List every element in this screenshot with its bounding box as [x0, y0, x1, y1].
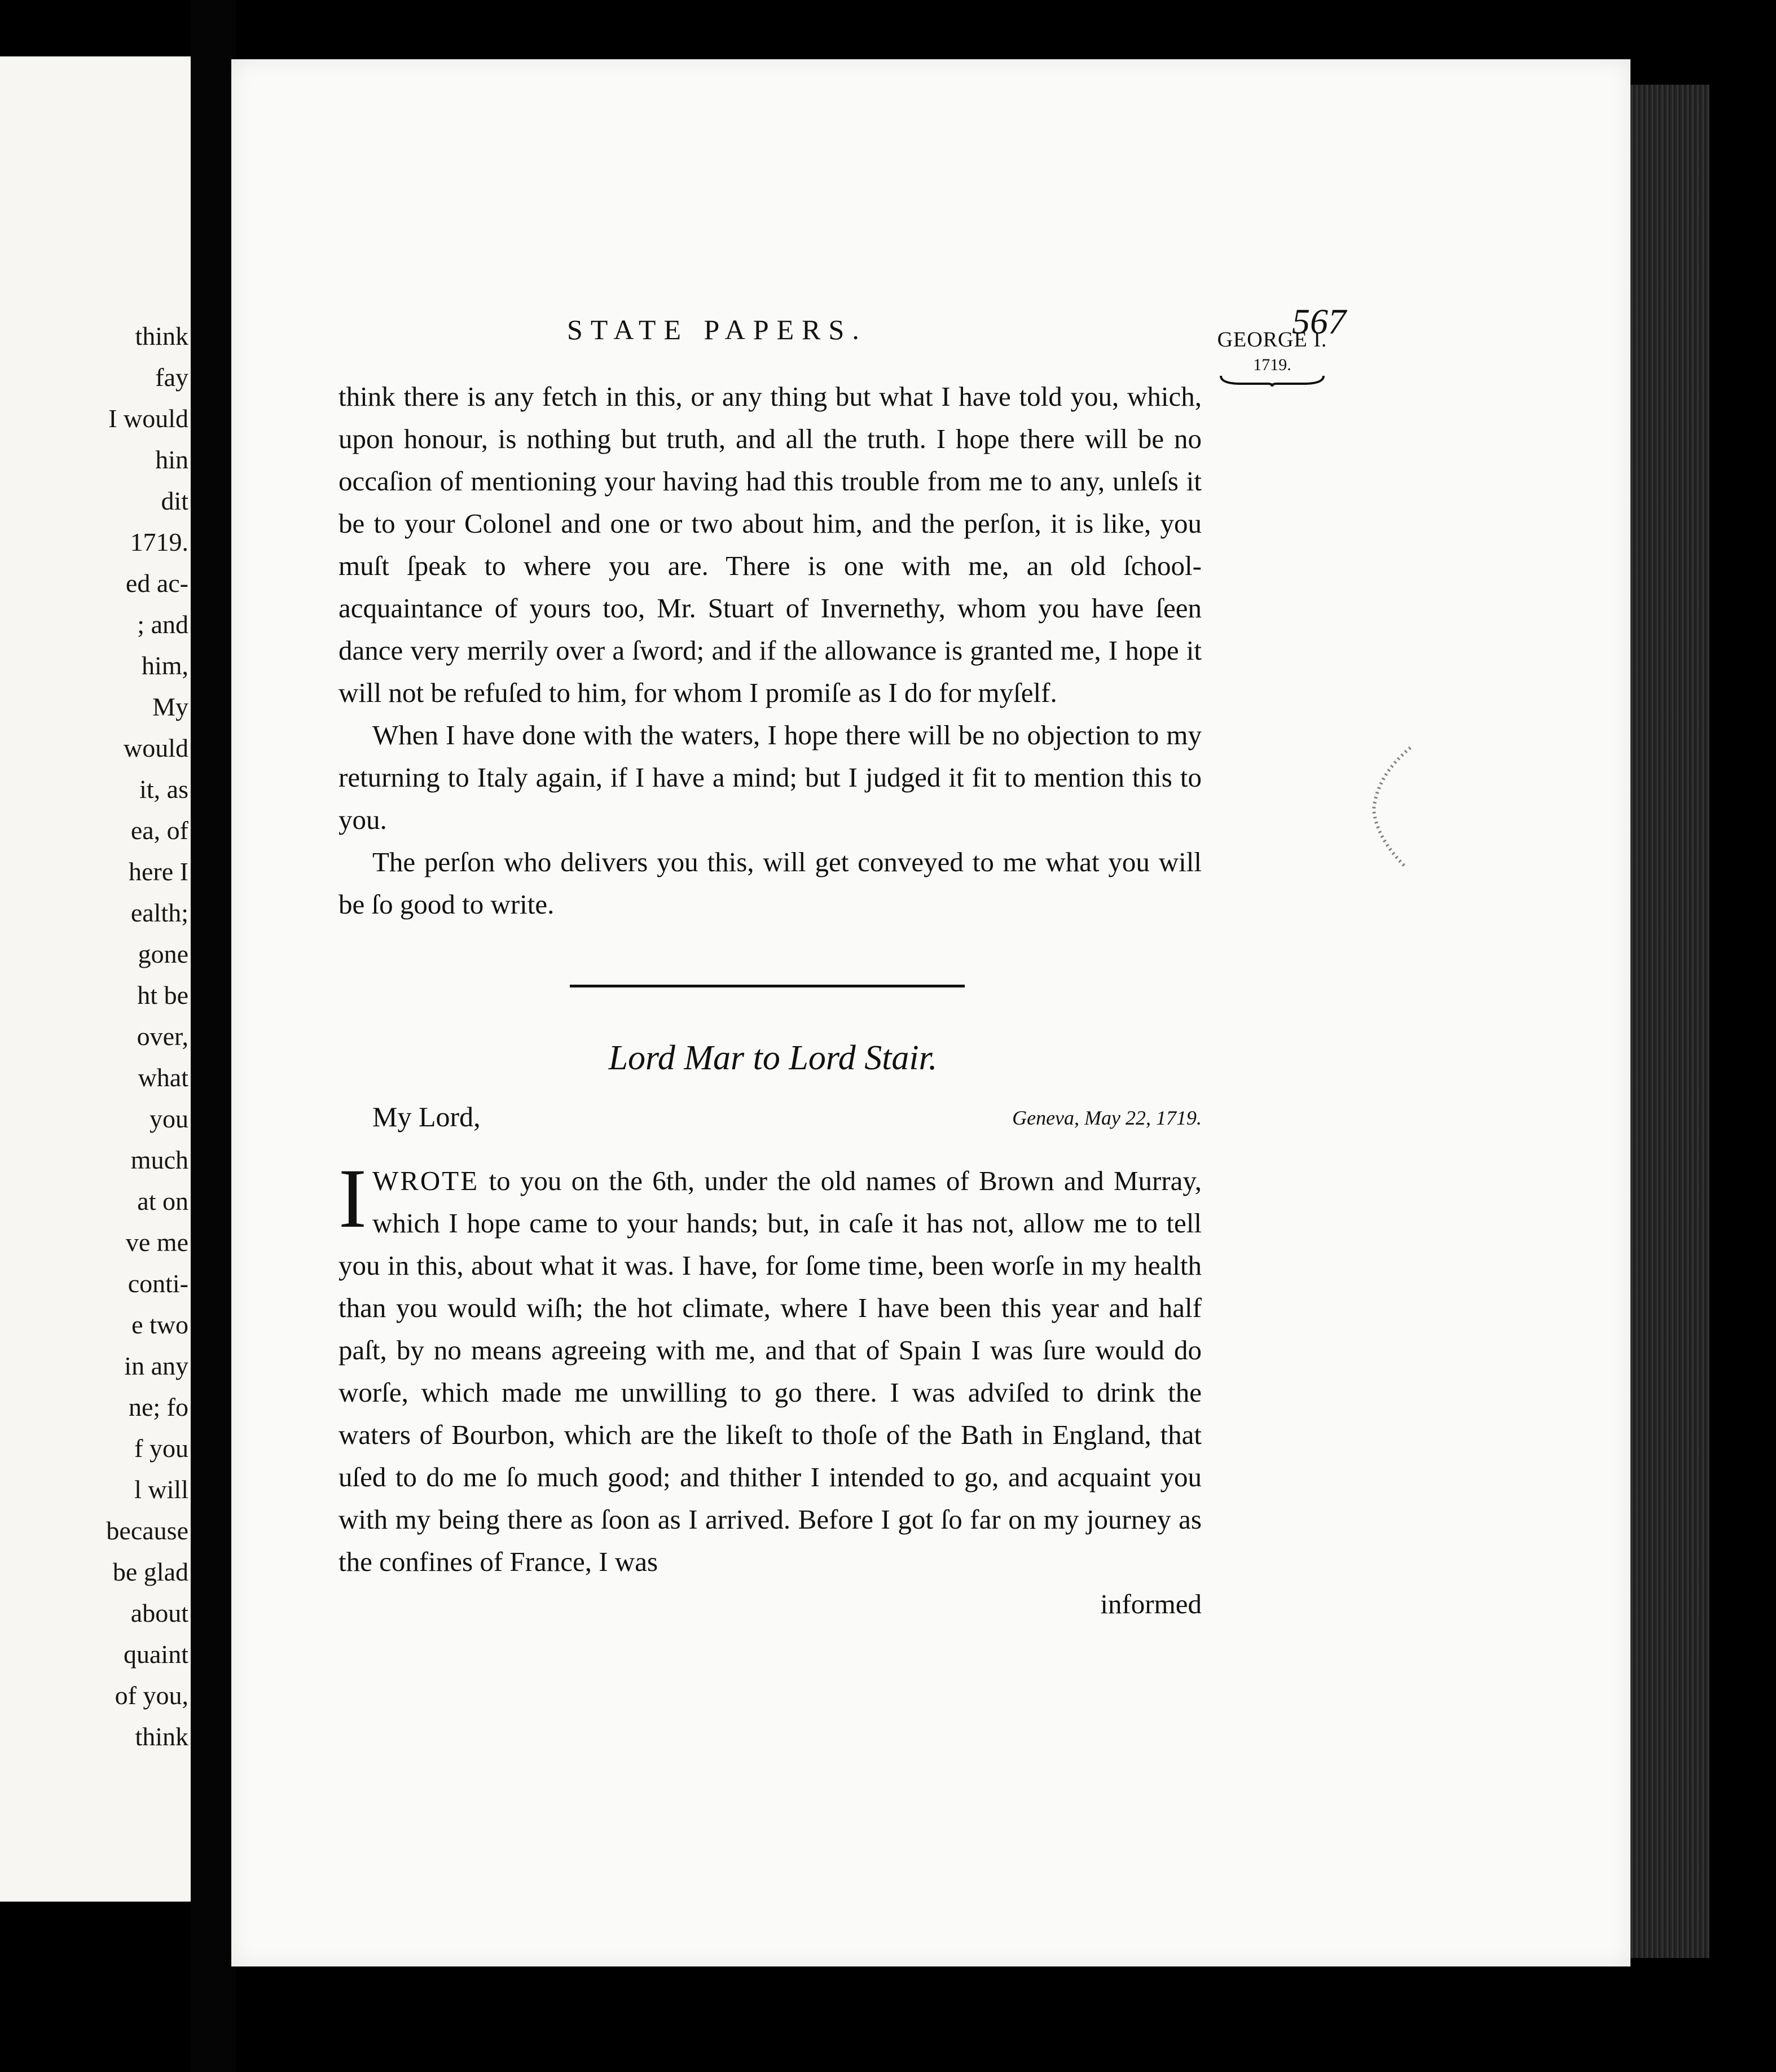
- left-page-fragment: f you: [134, 1434, 188, 1463]
- running-head: STATE PAPERS.: [567, 314, 867, 345]
- brace-icon: [1219, 375, 1326, 387]
- left-page-fragment: him,: [141, 651, 188, 680]
- left-page-fragment: 1719.: [130, 528, 188, 556]
- left-page-fragment: be glad: [112, 1557, 188, 1586]
- salutation-line: [372, 1100, 1202, 1145]
- dateline: Geneva, May 22, 1719.: [1012, 1107, 1202, 1129]
- left-page-fragment: ve me: [125, 1228, 188, 1257]
- left-page-fragment: what: [138, 1063, 188, 1092]
- left-page-fragment: l will: [134, 1475, 188, 1504]
- left-page-fragment: gone: [138, 940, 188, 968]
- left-page-fragment: conti-: [128, 1269, 188, 1298]
- main-page: [231, 59, 1630, 1966]
- drop-cap: I: [339, 1152, 367, 1245]
- left-facing-page: [0, 56, 191, 1902]
- continuation-paragraph-3: The perſon who delivers you this, will get conveyed to me what you will be ſo good to write.: [339, 846, 1202, 920]
- book-gutter: [191, 0, 236, 2072]
- left-page-fragment: ea, of: [130, 816, 188, 845]
- left-page-fragment: dit: [161, 486, 188, 515]
- left-page-fragment: e two: [131, 1310, 188, 1339]
- salutation: My Lord,: [372, 1101, 481, 1132]
- left-page-fragment: over,: [137, 1022, 188, 1051]
- left-page-fragment: here I: [129, 857, 188, 886]
- left-page-fragment: ht be: [137, 981, 188, 1009]
- left-page-fragment: ealth;: [130, 898, 188, 927]
- continuation-paragraph-2: When I have done with the waters, I hope there will be no objection to my returning to Italy again, if I have a mind; but I judged it fit to mention this to you.: [339, 719, 1202, 835]
- left-page-fragment: in any: [124, 1351, 188, 1380]
- left-page-fragment: ed ac-: [125, 569, 188, 598]
- left-page-fragment: of you,: [115, 1681, 188, 1710]
- left-page-fragment: think: [135, 322, 188, 350]
- left-page-fragment: because: [106, 1516, 188, 1545]
- left-page-fragment: you: [150, 1104, 188, 1133]
- left-page-fragment: My: [152, 692, 188, 721]
- letter-title: Lord Mar to Lord Stair.: [608, 1039, 938, 1077]
- left-page-fragment: ; and: [137, 610, 188, 639]
- letter-body: [339, 1152, 1202, 1625]
- opening-word: WROTE: [372, 1165, 480, 1196]
- letter-body-text: to you on the 6th, under the old names of Brown and Murray, which I hope came to your hands; but, in caſe it has not, allow me to tell you in this, about what it was. I have, for ſome time, been worſe in my health than you would wiſh; the hot climate, where I have been this year and half paſt, by no means agreeing with me, and that of Spain I was ſure would do worſe, which made me unwilling to go there. I was adviſed to drink the waters of Bourbon, which are the likeſt to thoſe of the Bath in England, that uſed to do me ſo much good; and thither I intended to go, and acquaint you with my being there as ſoon as I arrived. Before I got ſo far on my journey as the confines of France, I was: [339, 1165, 1202, 1577]
- page-edge: [1630, 85, 1709, 1958]
- margin-king: GEORGE I.: [1217, 328, 1327, 352]
- left-page-fragment: would: [124, 734, 188, 762]
- page-number: 567: [1292, 301, 1346, 341]
- continuation-text: [339, 375, 1202, 925]
- left-page-fragment: at on: [137, 1187, 188, 1215]
- margin-year: 1719.: [1253, 355, 1291, 374]
- left-page-fragment: it, as: [139, 775, 188, 804]
- left-page-fragment: about: [130, 1599, 188, 1627]
- paper-blemish: [1360, 742, 1422, 872]
- section-divider: [570, 985, 965, 987]
- left-page-fragment: I would: [108, 404, 188, 433]
- left-page-fragment: much: [130, 1145, 188, 1174]
- left-page-fragment: think: [135, 1722, 188, 1751]
- letter-paragraph: [339, 1152, 1202, 1583]
- continuation-paragraph-1: think there is any fetch in this, or any thing but what I have told you, which, upon honour, is nothing but truth, and all the truth. I hope there will be no occaſion of mentioning your having had this trouble from me to any, unleſs it be to your Colonel and one or two about him, and the perſon, it is like, you muſt ſpeak to where you are. There is one with me, an old ſchool-acquaintance of yours too, Mr. Stuart of Invernethy, whom you have ſeen dance very merrily over a ſword; and if the allowance is granted me, I hope it will not be refuſed to him, for whom I promiſe as I do for myſelf.: [339, 381, 1202, 708]
- left-page-fragment: fay: [155, 363, 188, 392]
- left-page-fragment: quaint: [124, 1640, 188, 1669]
- left-page-fragment: hin: [155, 445, 188, 474]
- catchword: informed: [1100, 1588, 1202, 1619]
- margin-note: [1207, 327, 1337, 387]
- left-page-fragment: ne; fo: [128, 1393, 188, 1421]
